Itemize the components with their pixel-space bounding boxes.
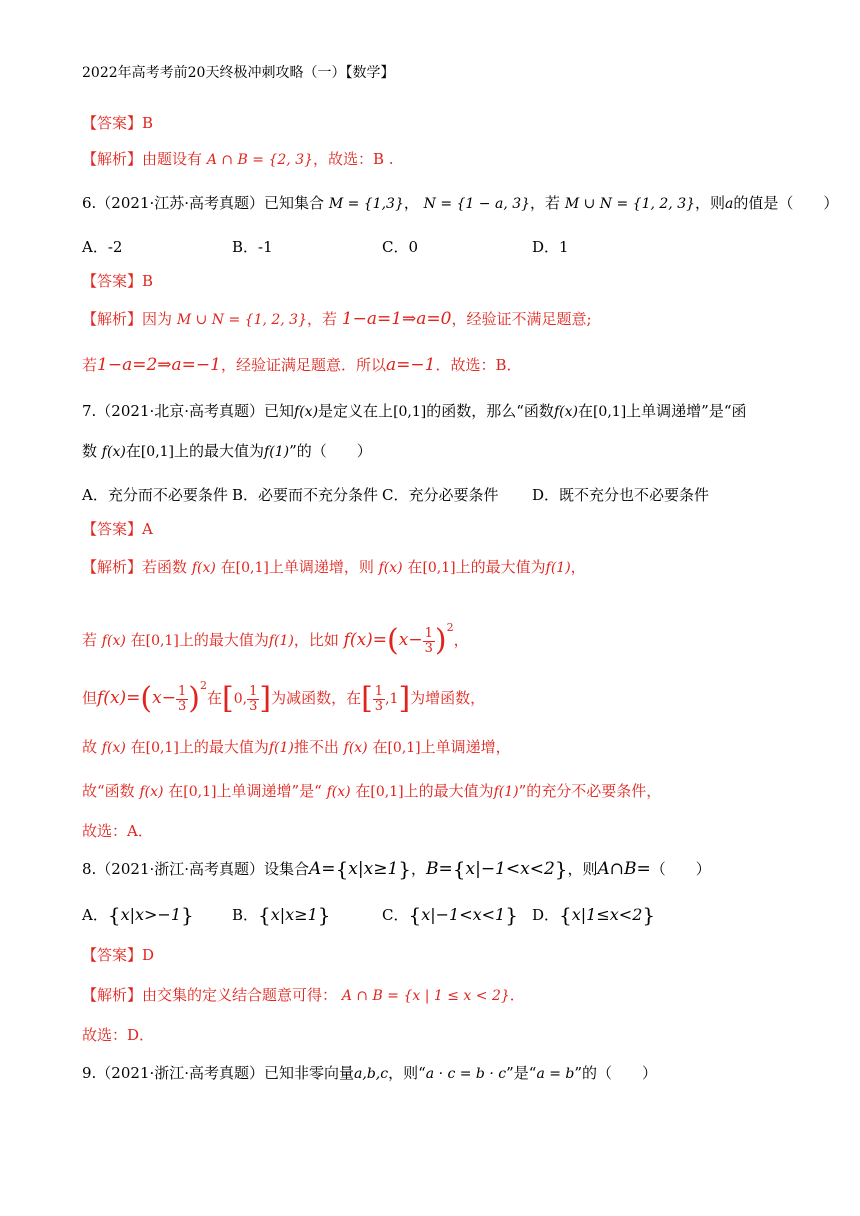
option-c[interactable] (382, 904, 518, 926)
math-expr: [0,1] (145, 633, 179, 649)
text: 在 (372, 738, 388, 756)
text: 为增函数， (410, 689, 486, 707)
math-expr: f(x) (294, 404, 319, 420)
text: 上的最大值为 (178, 738, 269, 756)
math-expr: a · c = b · c (425, 1066, 507, 1082)
option-label: D． (532, 906, 560, 924)
bracket-open: [ (361, 681, 373, 716)
q5-answer (82, 112, 153, 134)
text: ， (570, 558, 586, 576)
answer-tag: 【答案】 (82, 946, 143, 964)
brace-open: { (452, 857, 466, 881)
q7-stem-line2 (82, 440, 372, 463)
math-expr: [0,1] (370, 784, 404, 800)
option-c[interactable]: C．充分必要条件 (382, 486, 499, 504)
math-expr: B= (426, 859, 453, 879)
q9-stem (82, 1062, 657, 1085)
q7-analysis-line2 (82, 610, 469, 659)
exponent: 2 (199, 679, 207, 692)
text: ，则 (567, 860, 598, 878)
math-expr: f(1) (493, 784, 519, 800)
text: 上的最大值为 (178, 631, 269, 649)
math-expr: x|1≤x<2 (571, 905, 643, 924)
answer-value: A (142, 520, 153, 538)
math-expr: M ∪ N = {1, 2, 3} (176, 312, 307, 328)
text: 上的最大值为 (455, 558, 546, 576)
brace-close: } (554, 857, 568, 881)
math-expr: f(1) (268, 633, 294, 649)
q8-answer (82, 944, 154, 966)
fraction-numerator: 1 (177, 683, 187, 699)
math-expr: x|x>−1 (120, 905, 182, 924)
math-expr: N = {1 − a, 3} (423, 196, 531, 212)
math-expr: [0,1] (387, 740, 421, 756)
math-expr: A∩B= (597, 859, 651, 879)
text: ，则 (695, 194, 726, 212)
text: 在 (355, 782, 371, 800)
text: 为减函数，在 (271, 689, 362, 707)
text: 上单调递增，则 (268, 558, 374, 576)
brace-open: { (107, 903, 121, 927)
math-expr: [0,1] (592, 404, 627, 420)
math-expr: f(x) (343, 740, 368, 756)
text: ，经验证不满足题意; (451, 310, 592, 328)
text: ，则“ (388, 1064, 426, 1082)
math-expr: f(x) (191, 560, 216, 576)
text: 但 (82, 689, 98, 707)
fraction-denominator: 3 (249, 698, 258, 714)
q7-stem-line1 (82, 400, 747, 423)
bracket-close: ] (398, 681, 411, 716)
text: 若函数 (142, 558, 188, 576)
text: 的函数，那么“函数 (426, 402, 554, 420)
fraction-numerator: 1 (424, 625, 433, 641)
math-expr: M = {1,3} (328, 196, 404, 212)
text: 的值是（ ） (733, 194, 839, 212)
text: 6.（2021·江苏·高考真题）已知集合 (82, 194, 325, 212)
text: 上单调递增， (420, 738, 511, 756)
option-label: A． (82, 906, 108, 924)
text: 在 (407, 558, 423, 576)
text: ”是“ (506, 1064, 537, 1082)
fraction-numerator: 1 (374, 683, 384, 699)
option-b[interactable] (232, 904, 331, 926)
text: 推不出 (293, 738, 339, 756)
page-header: 2022年高考考前20天终极冲刺攻略（一）【数学】 (82, 65, 395, 81)
q8-analysis (82, 984, 525, 1007)
math-expr: x− (152, 688, 176, 708)
text: 上的最大值为 (403, 782, 494, 800)
math-expr: ,1 (385, 691, 399, 707)
fraction-numerator: 1 (249, 683, 258, 699)
text: ，若 (530, 194, 561, 212)
text: 8.（2021·浙江·高考真题）设集合 (82, 860, 310, 878)
q7-analysis-line4 (82, 736, 511, 759)
text: 在 (168, 782, 184, 800)
text: 上单调递增”是“函 (626, 402, 747, 420)
math-expr: [0,1] (422, 560, 456, 576)
text: ”的（ ） (289, 442, 372, 460)
text: 由题设有 (142, 150, 203, 168)
answer-value: B (142, 272, 154, 290)
math-expr: 0, (233, 691, 248, 707)
text: 上的最大值为 (174, 442, 265, 460)
option-a[interactable]: A．-2 (82, 238, 123, 256)
text: 是定义在上 (318, 402, 394, 420)
brace-close: } (317, 903, 331, 927)
text: 9.（2021·浙江·高考真题）已知非零向量 (82, 1064, 355, 1082)
analysis-tag: 【解析】 (82, 986, 143, 1004)
brace-open: { (335, 857, 349, 881)
math-expr: f(1) (268, 740, 294, 756)
option-a[interactable]: A．充分而不必要条件 (82, 486, 228, 504)
option-d[interactable]: D．1 (532, 238, 569, 256)
answer-value: D (142, 946, 155, 964)
fraction-denominator: 3 (177, 698, 187, 714)
paren-close: ) (434, 623, 447, 658)
option-label: B． (232, 906, 259, 924)
q8-analysis-line2: 故选：D． (82, 1026, 155, 1044)
paren-close: ) (188, 681, 200, 716)
text: 数 (82, 442, 98, 460)
brace-open: { (258, 903, 271, 927)
option-b[interactable]: B．-1 (232, 238, 273, 256)
q7-analysis-line1 (82, 556, 586, 579)
answer-value: B (142, 114, 154, 132)
math-expr: [0,1] (140, 444, 175, 460)
math-expr: M ∪ N = {1, 2, 3} (564, 196, 696, 212)
math-expr: x|−1<x<1 (421, 905, 506, 924)
analysis-tag: 【解析】 (82, 558, 143, 576)
math-expr: 1−a=2⇒a=−1 (97, 355, 221, 375)
math-expr: f(1) (545, 560, 571, 576)
analysis-tag: 【解析】 (82, 150, 143, 168)
q8-options (82, 904, 782, 928)
paren-open: ( (387, 623, 399, 658)
math-expr: f(x) (553, 404, 578, 420)
brace-close: } (505, 903, 518, 927)
math-expr: f(x) (101, 633, 126, 649)
answer-tag: 【答案】 (82, 114, 143, 132)
math-expr: [0,1] (393, 404, 427, 420)
option-a[interactable] (82, 904, 194, 926)
text: ， (411, 860, 427, 878)
answer-tag: 【答案】 (82, 272, 143, 290)
text: 故 (82, 738, 98, 756)
math-expr: x|x≥1 (348, 859, 399, 879)
text: 因为 (142, 310, 173, 328)
math-var: a (725, 196, 734, 212)
text: 在 (130, 631, 146, 649)
text: ， (453, 631, 469, 649)
text: ，故选：B . (313, 150, 394, 168)
text: ． (509, 986, 525, 1004)
q7-analysis-line5 (82, 780, 661, 803)
q7-analysis-line6: 故选：A． (82, 822, 153, 840)
math-expr: 1−a=1⇒a=0 (341, 309, 452, 329)
option-label: C． (382, 906, 409, 924)
q6-analysis-line1 (82, 308, 592, 331)
text: 上单调递增”是“ (216, 782, 322, 800)
math-expr: f(x) (101, 740, 126, 756)
option-d[interactable]: D．既不充分也不必要条件 (532, 486, 710, 504)
math-expr: A ∩ B = {2, 3} (206, 152, 314, 168)
text: （ ） (650, 860, 711, 878)
text: 在 (125, 442, 141, 460)
q5-analysis (82, 148, 394, 171)
fraction (247, 685, 259, 714)
math-expr: f(x) (326, 784, 351, 800)
brace-open: { (408, 903, 422, 927)
text: 故“函数 (82, 782, 135, 800)
math-expr: f(1) (264, 444, 290, 460)
q6-analysis-line2 (82, 354, 521, 376)
math-expr: [0,1] (183, 784, 217, 800)
math-expr: x|−1<x<2 (465, 859, 555, 879)
q6-options (82, 236, 782, 258)
brace-close: } (642, 903, 656, 927)
text: 若 (82, 356, 98, 374)
fraction (423, 627, 435, 656)
math-expr: f(x)= (343, 630, 388, 650)
text: 在 (577, 402, 593, 420)
paren-open: ( (140, 681, 153, 716)
bracket-close: ] (259, 681, 272, 716)
text: 在 (130, 738, 146, 756)
q8-stem (82, 858, 711, 880)
brace-close: } (398, 857, 411, 881)
text: 在 (220, 558, 236, 576)
math-expr: [0,1] (145, 740, 179, 756)
fraction (373, 685, 385, 714)
math-expr: a = b (536, 1066, 575, 1082)
option-b[interactable]: B．必要而不充分条件 (232, 486, 379, 504)
math-expr: A ∩ B = {x | 1 ≤ x < 2} (341, 988, 510, 1004)
math-expr: f(x) (378, 560, 403, 576)
fraction (176, 685, 188, 714)
text: 若 (82, 631, 98, 649)
text: 由交集的定义结合题意可得： (142, 986, 338, 1004)
text: ”的（ ） (574, 1064, 658, 1082)
math-expr: a=−1 (385, 355, 436, 375)
text: ．故选：B． (435, 356, 522, 374)
q6-answer (82, 270, 153, 292)
math-expr: x|x≥1 (270, 905, 318, 924)
math-expr: x− (398, 630, 423, 650)
fraction-denominator: 3 (424, 640, 433, 656)
q7-answer (82, 518, 153, 540)
text: ，比如 (293, 631, 339, 649)
brace-open: { (559, 903, 572, 927)
math-expr: f(x)= (97, 688, 141, 708)
text: 在 (206, 689, 222, 707)
bracket-open: [ (221, 681, 234, 716)
text: 7.（2021·北京·高考真题）已知 (82, 402, 295, 420)
answer-tag: 【答案】 (82, 520, 143, 538)
text: ”的充分不必要条件， (518, 782, 662, 800)
text: ，若 (307, 310, 338, 328)
fraction-denominator: 3 (374, 698, 384, 714)
math-expr: f(x) (139, 784, 164, 800)
text: ，经验证满足题意．所以 (220, 356, 386, 374)
math-vectors: a,b,c (354, 1066, 389, 1082)
option-c[interactable]: C．0 (382, 238, 419, 256)
q7-analysis-line3 (82, 668, 485, 717)
math-expr: f(x) (101, 444, 126, 460)
math-expr: A= (309, 859, 336, 879)
exponent: 2 (446, 621, 454, 634)
analysis-tag: 【解析】 (82, 310, 143, 328)
q7-options (82, 484, 782, 506)
option-d[interactable] (532, 904, 655, 926)
math-expr: [0,1] (235, 560, 269, 576)
brace-close: } (181, 903, 194, 927)
q6-stem: 6.（2021·江苏·高考真题）已知集合 M = {1,3}， N = {1 − a, 3}，若 M ∪ N = {1, 2, 3}，则a的值是（ ） (82, 194, 839, 212)
